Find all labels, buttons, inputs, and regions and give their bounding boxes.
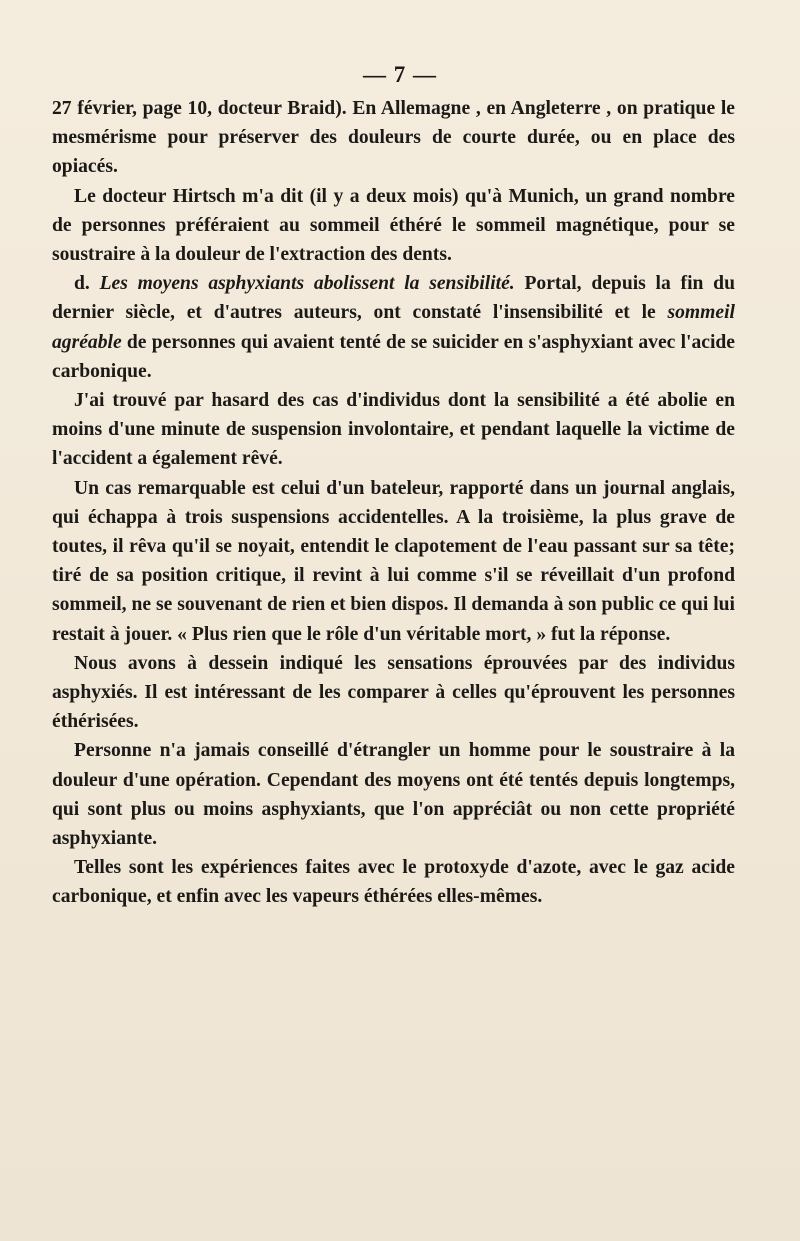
paragraph-5: Un cas remarquable est celui d'un bateleur, rapporté dans un journal anglais, qui échappa à trois suspensions accidentelles. A la troisième, la plus grave de toutes, il rêva qu'il se noyait, entendit le clapotement de l'eau passant sur sa tête; tiré de sa position critique, il revint à lui comme s'il se réveillait d'un profond sommeil, ne se souvenant de rien et bien dispos. Il demanda à son public ce qui lui restait à jouer. « Plus rien que le rôle d'un véritable mort, » fut la réponse.: [52, 477, 735, 645]
section-marker: d.: [74, 273, 100, 295]
paragraph-4: J'ai trouvé par hasard des cas d'individus dont la sensibilité a été abolie en moins d'une minute de suspension involontaire, et pendant laquelle la victime de l'accident a également rêvé.: [52, 390, 735, 470]
paragraph-3-text-b: de personnes qui avaient tenté de se suicider en s'asphyxiant avec l'acide carbonique.: [52, 331, 735, 382]
paragraph-2: Le docteur Hirtsch m'a dit (il y a deux mois) qu'à Munich, un grand nombre de personnes préféraient au sommeil éthéré le sommeil magnétique, pour se soustraire à la douleur de l'extraction des dents.: [52, 185, 735, 266]
paragraph-7: Personne n'a jamais conseillé d'étrangler un homme pour le soustraire à la douleur d'une opération. Cependant des moyens ont été tentés depuis longtemps, qui sont plus ou moins asphyxiants, que l'on appréciât ou non cette propriété asphyxiante.: [52, 740, 735, 850]
paragraph-8: Telles sont les expériences faites avec le protoxyde d'azote, avec le gaz acide carbonique, et enfin avec les vapeurs éthérées elles-mêmes.: [52, 857, 735, 908]
emphasis-sommeil-agreable: sommeil agréable: [52, 302, 735, 353]
paragraph-3: [52, 269, 735, 386]
paragraph-3-text-a: Portal, depuis la fin du dernier siècle, et d'autres auteurs, ont constaté l'insensibilité et le: [52, 273, 735, 324]
paragraph-6: Nous avons à dessein indiqué les sensations éprouvées par des individus asphyxiés. Il est intéressant de les comparer à celles qu'éprouvent les personnes éthérisées.: [52, 652, 735, 733]
body-text: [52, 94, 735, 912]
paragraph-1: 27 février, page 10, docteur Braid). En Allemagne , en Angleterre , on pratique le mesmérisme pour préserver des douleurs de courte durée, ou en place des opiacés.: [52, 98, 735, 178]
page-number: — 7 —: [363, 62, 437, 87]
section-heading: Les moyens asphyxiants abolissent la sensibilité.: [99, 273, 515, 295]
